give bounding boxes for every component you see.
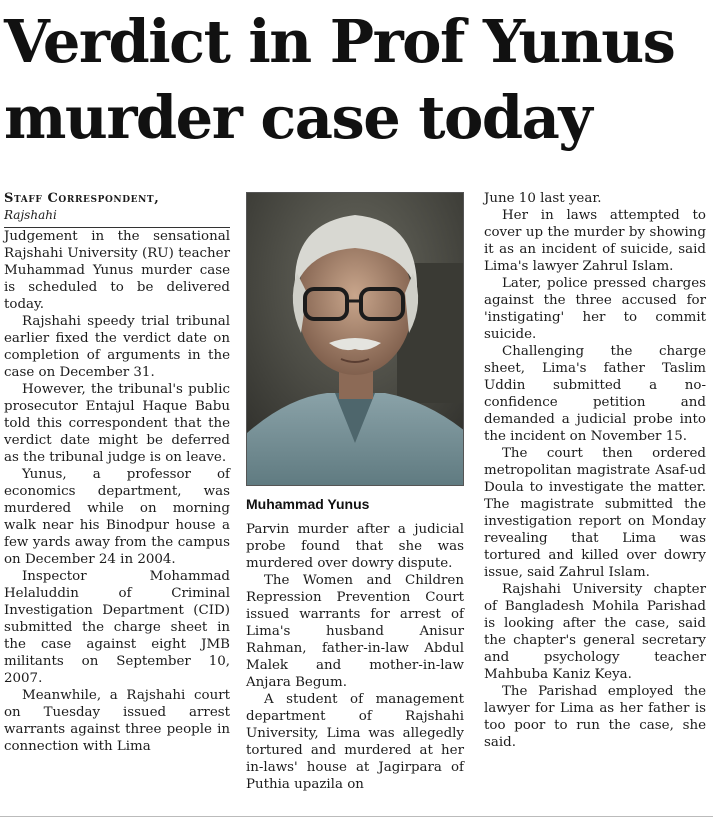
paragraph: June 10 last year.: [484, 191, 602, 206]
byline-author: Staff Correspondent,: [4, 191, 160, 206]
paragraph: The Parishad employed the lawyer for Lima as her father is too poor to run the case, she said.: [484, 684, 706, 750]
paragraph: A student of management department of Rajshahi University, Lima was allegedly tortured and murdered at her in-laws' house at Jagirpara of Puthia upazila on: [246, 692, 464, 792]
bottom-rule: [0, 816, 713, 817]
headline: [4, 4, 709, 156]
paragraph: Rajshahi University chapter of Bangladesh Mohila Parishad is looking after the case, said the chapter's general secretary and psychology teacher Mahbuba Kaniz Keya.: [484, 582, 706, 682]
headline-line-1: Verdict in Prof Yunus: [4, 7, 675, 76]
paragraph: Later, police pressed charges against the three accused for 'instigating' her to commit suicide.: [484, 276, 706, 342]
paragraph: However, the tribunal's public prosecutor Entajul Haque Babu told this correspondent that the verdict date might be deferred as the tribunal judge is on leave.: [4, 382, 230, 465]
paragraph: The court then ordered metropolitan magistrate Asaf-ud Doula to investigate the matter. The magistrate submitted the investigation report on Monday revealing that Lima was tortured and killed over dowry issue, said Zahrul Islam.: [484, 446, 706, 580]
paragraph: Rajshahi speedy trial tribunal earlier fixed the verdict date on completion of arguments in the case on December 31.: [4, 314, 230, 380]
portrait-image: [247, 193, 464, 486]
paragraph: Parvin murder after a judicial probe found that she was murdered over dowry dispute.: [246, 522, 464, 571]
paragraph: Yunus, a professor of economics department, was murdered while on morning walk near his Binodpur house a few yards away from the campus on December 24 in 2004.: [4, 467, 230, 567]
headline-line-2: murder case today: [4, 83, 592, 152]
portrait-photo: [246, 192, 464, 486]
article-column-3: [484, 190, 706, 751]
paragraph: Inspector Mohammad Helaluddin of Criminal Investigation Department (CID) submitted the charge sheet in the case against eight JMB militants on September 10, 2007.: [4, 569, 230, 686]
byline-location: Rajshahi: [4, 207, 230, 228]
photo-caption: Muhammad Yunus: [246, 496, 370, 512]
paragraph: Meanwhile, a Rajshahi court on Tuesday issued arrest warrants against three people in connection with Lima: [4, 688, 230, 754]
paragraph: Judgement in the sensational Rajshahi University (RU) teacher Muhammad Yunus murder case is scheduled to be delivered today.: [4, 229, 230, 312]
article-column-1: [4, 190, 230, 755]
paragraph: Her in laws attempted to cover up the murder by showing it as an incident of suicide, said Lima's lawyer Zahrul Islam.: [484, 208, 706, 274]
article-column-2: [246, 192, 464, 793]
paragraph: Challenging the charge sheet, Lima's father Taslim Uddin submitted a no-confidence petition and demanded a judicial probe into the incident on November 15.: [484, 344, 706, 444]
paragraph: The Women and Children Repression Prevention Court issued warrants for arrest of Lima's husband Anisur Rahman, father-in-law Abdul Malek and mother-in-law Anjara Begum.: [246, 573, 464, 690]
